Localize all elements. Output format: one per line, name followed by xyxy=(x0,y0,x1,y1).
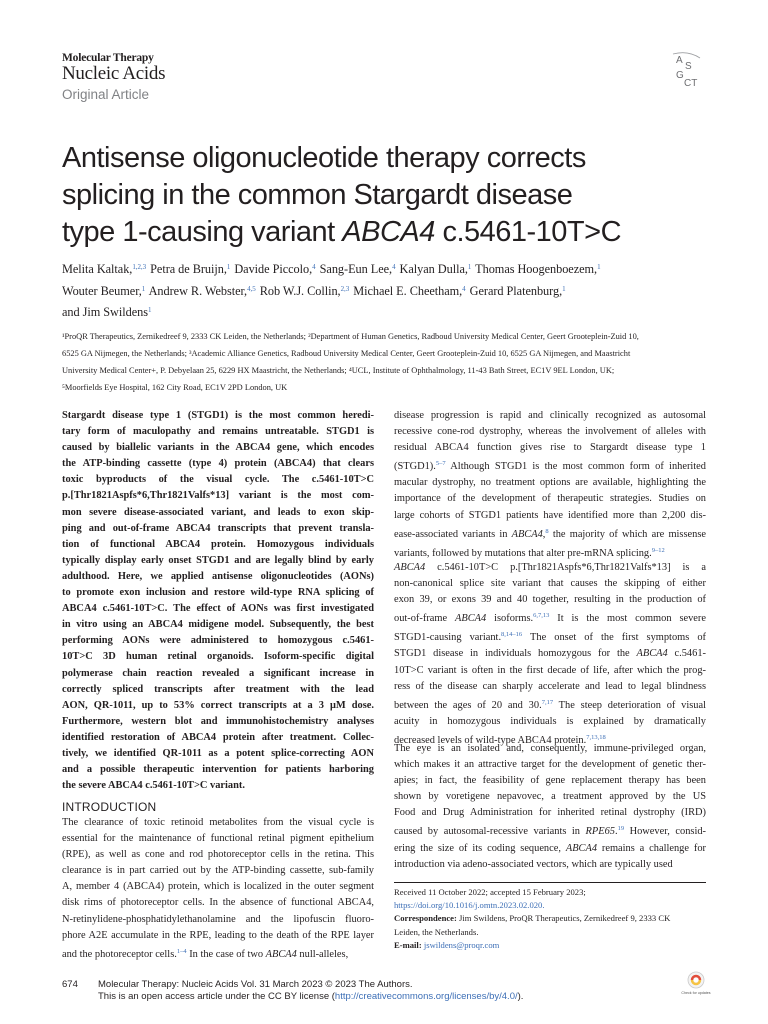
author: Michael E. Cheetham,$^4$ xyxy=(353,283,466,298)
abstract-line: performing AONs were administered to homozygous c.5461- xyxy=(62,635,374,647)
body-line: Food and Drug Administration for inherited retinal dystrophy (IRD) xyxy=(394,807,706,819)
logo-text-a: A xyxy=(676,55,683,66)
title-line-1: Antisense oligonucleotide therapy corrects xyxy=(62,142,586,174)
affiliation-line: 6525 GA Nijmegen, the Netherlands; ³Academic Alliance Genetics, Radboud University Medical Center, Geert Grooteplein-Zuid 10, 6525 GA Nijmegen, and Maastricht xyxy=(62,349,631,358)
asgct-logo xyxy=(670,50,706,90)
abstract-line: the ATP-binding cassette (type 4) protein (ABCA4) that clears xyxy=(62,458,374,470)
body-line: variants, followed by mutations that alter pre-mRNA splicing.$^{9-12}$ xyxy=(394,546,665,559)
author: and Jim Swildens$^1$ xyxy=(62,305,152,319)
abstract-line: tively, we identified QR-1011 as a potent splice-correcting AON xyxy=(62,747,374,759)
affiliations xyxy=(62,328,710,396)
body-line: residual ABCA4 function gives rise to Stargardt disease type 1 xyxy=(394,442,706,454)
title-line-3 xyxy=(62,214,662,251)
body-line: 10T>C variant is often in the first decade of life, after which the prog- xyxy=(394,664,706,676)
abstract-line: AON, QR-1011, up to 53% correct transcripts at a 3 μM dose. xyxy=(62,699,374,711)
author: Andrew R. Webster,$^{4,5}$ xyxy=(148,283,256,298)
logo-text-s: S xyxy=(685,61,692,72)
citation[interactable]: 6,7,13 xyxy=(533,612,550,620)
body-line: out-of-frame ABCA4 isoforms.$^{6,7,13}$ It is the most common severe xyxy=(394,612,706,625)
check-label: Check for updates xyxy=(681,991,711,995)
author: Thomas Hoogenboezem,$^1$ xyxy=(475,262,601,276)
check-for-updates-icon[interactable] xyxy=(681,970,711,1000)
right-column-paragraph-3 xyxy=(394,741,706,873)
author: Petra de Bruijn,$^1$ xyxy=(150,262,231,276)
right-column-paragraph-1 xyxy=(394,408,706,562)
body-line: exon 39, or exons 39 and 40 together, resulting in the production of xyxy=(394,594,706,606)
author: Rob W.J. Collin,$^{2,3}$ xyxy=(259,283,350,298)
journal-series: Molecular Therapy xyxy=(62,52,154,64)
article-title xyxy=(62,140,662,251)
citation[interactable]: 19 xyxy=(617,825,625,833)
citation[interactable]: 5–7 xyxy=(435,460,446,468)
body-line: essential for the maintenance of functional retinal pigment epithelium xyxy=(62,833,374,845)
abstract-line: tary form of maculopathy and remains untreatable. STGD1 is xyxy=(62,426,374,438)
introduction-heading: INTRODUCTION xyxy=(62,800,157,814)
body-line: disk rims of photoreceptor cells. In the absence of functional ABCA4, xyxy=(62,897,374,909)
logo-text-g: G xyxy=(676,70,684,81)
affiliation-line: ¹ProQR Therapeutics, Zernikedreef 9, 2333 CK Leiden, the Netherlands; ²Department of Human Genetics, Radboud University Medical Center, Geert Grooteplein-Zuid 10, xyxy=(62,332,639,341)
author-list xyxy=(62,258,722,323)
doi-link[interactable]: https://doi.org/10.1016/j.omtn.2023.02.020. xyxy=(394,900,545,911)
meta-divider xyxy=(394,882,706,883)
body-line: large cohorts of STGD1 patients have identified more than 2,200 dis- xyxy=(394,509,706,521)
right-column-paragraph-2 xyxy=(394,560,706,749)
abstract-line: typically display early onset STGD1 and are legally blind by early xyxy=(62,554,374,566)
citation[interactable]: 7,17 xyxy=(541,698,554,706)
abstract-line: caused by biallelic variants in the ABCA4 gene, which encodes xyxy=(62,442,374,454)
abstract-line: ping and out-of-frame ABCA4 transcripts that prevent transla- xyxy=(62,522,374,534)
abstract-line: 10T>C 3D human retinal organoids. Isoform-specific digital xyxy=(62,651,374,663)
author: Kalyan Dulla,$^1$ xyxy=(399,262,472,276)
abstract-line: the severe ABCA4 c.5461-10T>C variant. xyxy=(62,780,245,792)
received-dates: Received 11 October 2022; accepted 15 February 2023; xyxy=(394,887,586,897)
title-gene-italic: ABCA4 xyxy=(342,216,435,248)
body-line: A, member 4 (ABCA4) protein, which is localized in the outer segment xyxy=(62,881,374,893)
author: Melita Kaltak,$^{1,2,3}$ xyxy=(62,262,147,276)
abstract-line: polymerase chain reaction revealed a significant increase in xyxy=(62,667,374,679)
body-line: clearance is in part carried out by the ATP-binding cassette, sub-family xyxy=(62,865,374,877)
author: Wouter Beumer,$^1$ xyxy=(62,283,146,298)
body-line: caused by autosomal-recessive variants in RPE65.19 However, consid- xyxy=(394,825,706,838)
author: Gerard Platenburg,$^1$ xyxy=(469,283,566,298)
body-line: (STGD1).$^{5-7}$ Although STGD1 is the most common form of inherited xyxy=(394,460,706,473)
correspondence-cont: Leiden, the Netherlands. xyxy=(394,926,479,937)
abstract-line: tion of functional ABCA4 protein. Homozygous individuals xyxy=(62,538,374,550)
body-line: macular dystrophy, no treatment options are available, highlighting the xyxy=(394,477,706,489)
article-type: Original Article xyxy=(62,87,150,102)
body-line: The clearance of toxic retinoid metabolites from the visual cycle is xyxy=(62,817,374,828)
abstract-line: identified restoration of ABCA4 protein after treatment. Collec- xyxy=(62,731,374,743)
body-line: disease progression is rapid and clinically recognized as autosomal xyxy=(394,410,706,421)
author: Davide Piccolo,$^4$ xyxy=(234,262,316,276)
body-line: recessive cone-rod dystrophy, whereas the involvement of alleles with xyxy=(394,426,706,438)
abstract-line: adulthood. Here, we applied antisense oligonucleotides (AONs) xyxy=(62,570,374,582)
footer-license: This is an open access article under the CC BY license (http://creativecommons.org/licenses/by/4.0/). xyxy=(98,991,524,1002)
body-line: N-retinylidene-phosphatidylethanolamine and the lipofuscin fluoro- xyxy=(62,913,374,925)
body-line: ABCA4 c.5461-10T>C p.[Thr1821Aspfs*6,Thr1821Valfs*13] is a xyxy=(394,562,706,573)
abstract-line: correctly spliced transcripts after treatment with the lead xyxy=(62,683,374,695)
logo-text-ct: CT xyxy=(684,78,698,89)
citation[interactable]: 8,14–16 xyxy=(501,631,523,639)
body-line: ress of the disease can sharply accelerate and lead to legal blindness xyxy=(394,680,706,692)
body-line: between the ages of 20 and 30.$^{7,17}$ The steep deterioration of visual xyxy=(394,698,706,711)
body-line: STGD1-causing variant.$^{8,14-16}$ The onset of the first symptoms of xyxy=(394,631,706,644)
body-line: (RPE), as well as cone and rod photoreceptor cells in the retina. This xyxy=(62,849,374,861)
affiliation-line: ⁵Moorfields Eye Hospital, 162 City Road, EC1V 2PD London, UK xyxy=(62,383,288,392)
title-line-3-b: c.5461-10T>C xyxy=(434,216,622,248)
email-line: E-mail: jswildens@proqr.com xyxy=(394,939,500,950)
body-line: non-canonical splice site variant that causes the skipping of either xyxy=(394,578,706,590)
citation[interactable]: 8 xyxy=(545,527,549,535)
abstract-line: to promote exon inclusion and restore wild-type RNA splicing of xyxy=(62,587,374,599)
author: Sang-Eun Lee,$^4$ xyxy=(319,262,396,276)
body-line: and the photoreceptor cells.$^{1-4}$ In the case of two ABCA4 null-alleles, xyxy=(62,947,349,960)
abstract-line: Stargardt disease type 1 (STGD1) is the most common heredi- xyxy=(62,410,374,421)
abstract-line: ABCA4 c.5461-10T>C. The effect of AONs was first investigated xyxy=(62,603,374,615)
abstract-line: toxic byproducts of the visual cycle. The c.5461-10T>C xyxy=(62,474,374,486)
citation[interactable]: 9–12 xyxy=(651,546,665,554)
introduction-text xyxy=(62,815,374,963)
abstract-line: and a possible therapeutic intervention for patients harboring xyxy=(62,764,374,776)
body-line: introduction via adeno-associated vectors, which are typically used xyxy=(394,858,673,870)
license-link[interactable]: http://creativecommons.org/licenses/by/4.0/ xyxy=(334,991,518,1002)
body-line: phore A2E accumulate in the RPE, leading to the death of the RPE layer xyxy=(62,929,374,941)
correspondence: Correspondence: Jim Swildens, ProQR Therapeutics, Zernikedreef 9, 2333 CK xyxy=(394,913,671,924)
body-line: importance of the development of therapeutic strategies. Studies on xyxy=(394,493,706,505)
affiliation-line: University Medical Center+, P. Debyelaan 25, 6229 HX Maastricht, the Netherlands; ⁴UCL, Institute of Ophthalmology, 11-43 Bath Street, EC1V 9EL London, UK; xyxy=(62,366,615,375)
body-line: which makes it an attractive target for the development of genetic ther- xyxy=(394,759,706,771)
body-line: ering the size of its coding sequence, ABCA4 remains a challenge for xyxy=(394,842,706,854)
body-line: decreased levels of wild-type ABCA4 protein.$^{7,13,18}$ xyxy=(394,733,606,746)
abstract xyxy=(62,408,374,794)
body-line: ease-associated variants in ABCA4,$^8$ the majority of which are missense xyxy=(394,527,706,540)
citation[interactable]: 1–4 xyxy=(176,947,187,955)
abstract-line: mon severe disease-associated variant, and leads to exon skip- xyxy=(62,506,374,518)
body-line: shown by voretigene nepavovec, a treatment approved by the US xyxy=(394,791,706,803)
title-line-2: splicing in the common Stargardt disease xyxy=(62,179,573,211)
journal-name: Nucleic Acids xyxy=(62,63,166,84)
body-line: acuity in homozygous individuals is explained by dramatically xyxy=(394,715,706,727)
abstract-line: Furthermore, western blot and immunohistochemistry analyses xyxy=(62,715,374,727)
body-line: apies; in fact, the feasibility of gene replacement therapy has been xyxy=(394,775,706,787)
abstract-line: in vitro using an ABCA4 midigene model. Subsequently, the best xyxy=(62,619,374,631)
article-meta xyxy=(394,886,706,952)
page-number: 674 xyxy=(62,979,78,990)
body-line: STGD1 disease in individuals homozygous for the ABCA4 c.5461- xyxy=(394,648,706,660)
abstract-line: p.[Thr1821Aspfs*6,Thr1821Valfs*13] variant is the most com- xyxy=(62,490,374,502)
citation[interactable]: 7,13,18 xyxy=(586,733,606,741)
footer-citation: Molecular Therapy: Nucleic Acids Vol. 31 March 2023 © 2023 The Authors. xyxy=(98,979,413,990)
body-line: The eye is an isolated and, consequently, immune-privileged organ, xyxy=(394,743,706,754)
email-link[interactable]: jswildens@proqr.com xyxy=(421,939,500,950)
title-line-3-a: type 1-causing variant xyxy=(62,216,343,248)
